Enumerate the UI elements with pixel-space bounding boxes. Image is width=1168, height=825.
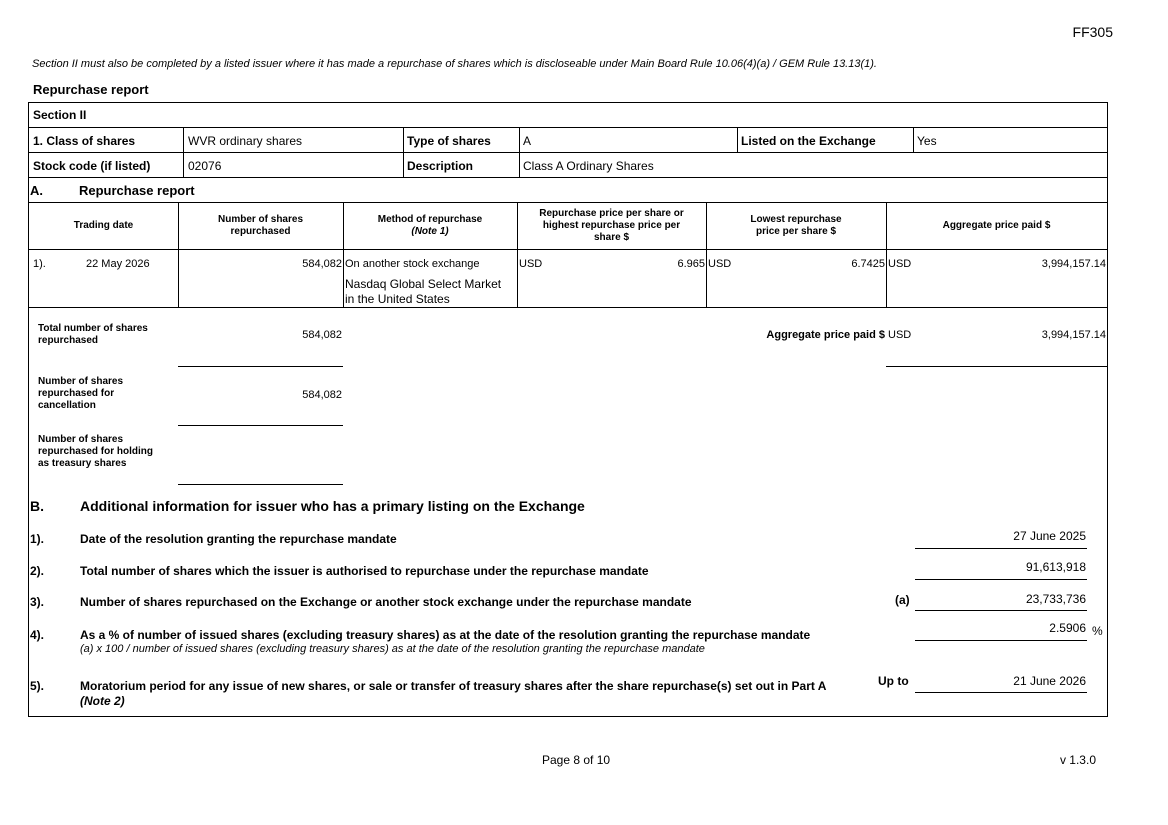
row-trading-date: 22 May 2026 <box>86 258 150 270</box>
cancellation-value: 584,082 <box>302 389 342 401</box>
form-code: FF305 <box>1072 24 1113 40</box>
total-shares-value: 584,082 <box>302 329 342 341</box>
report-title: Repurchase report <box>33 82 149 97</box>
item-1-value: 27 June 2025 <box>1013 529 1086 543</box>
stock-code-value: 02076 <box>188 159 222 173</box>
row-market-line-1: Nasdaq Global Select Market <box>345 277 502 291</box>
stock-code-label: Stock code (if listed) <box>33 159 151 173</box>
item-2-num: 2). <box>30 564 45 578</box>
type-of-shares-label: Type of shares <box>407 134 491 148</box>
cancellation-label: Number of shares repurchased for cancellation <box>38 376 124 411</box>
row-index: 1). <box>33 258 46 270</box>
page-number: Page 8 of 10 <box>542 753 611 767</box>
item-1-num: 1). <box>30 532 45 546</box>
part-a-title: Repurchase report <box>79 183 195 198</box>
agg-total-value: 3,994,157.14 <box>1041 329 1106 341</box>
item-4-label: As a % of number of issued shares (excluding treasury shares) as at the date of the resolution granting the repurchase mandate <box>80 628 811 642</box>
class-of-shares-value: WVR ordinary shares <box>188 134 303 148</box>
item-5-num: 5). <box>30 679 45 693</box>
col-aggregate-price: Aggregate price paid $ <box>942 220 1051 231</box>
type-of-shares-value: A <box>523 134 532 148</box>
treasury-label: Number of shares repurchased for holding as treasury shares <box>38 434 154 469</box>
part-b-letter: B. <box>30 498 44 514</box>
col-trading-date: Trading date <box>73 220 134 231</box>
listed-value: Yes <box>917 134 937 148</box>
report-form <box>28 102 1108 717</box>
col-method: Method of repurchase (Note 1) <box>377 214 483 237</box>
class-of-shares-label: 1. Class of shares <box>33 134 136 148</box>
row-lowest-currency: USD <box>708 258 732 270</box>
row-price-currency: USD <box>519 258 543 270</box>
item-5-tag: Up to <box>878 674 909 688</box>
row-price: 6.965 <box>677 258 705 270</box>
item-4-num: 4). <box>30 628 45 642</box>
total-shares-label: Total number of shares repurchased <box>38 323 148 346</box>
part-b-title: Additional information for issuer who has a primary listing on the Exchange <box>80 498 585 514</box>
item-2-value: 91,613,918 <box>1025 560 1086 574</box>
item-3-tag: (a) <box>895 593 910 607</box>
item-5-sub: (Note 2) <box>80 694 125 708</box>
item-2-label: Total number of shares which the issuer is authorised to repurchase under the repurchase mandate <box>80 564 649 578</box>
item-3-label: Number of shares repurchased on the Exchange or another stock exchange under the repurchase mandate <box>80 595 692 609</box>
row-agg-price: 3,994,157.14 <box>1041 258 1106 270</box>
row-method: On another stock exchange <box>345 258 480 270</box>
description-label: Description <box>407 159 474 173</box>
section-note: Section II must also be completed by a listed issuer where it has made a repurchase of shares which is discloseable under Main Board Rule 10.06(4)(a) / GEM Rule 13.13(1). <box>32 58 877 70</box>
item-4-value: 2.5906 <box>1049 621 1086 635</box>
col-lowest-price: Lowest repurchase price per share $ <box>750 214 842 237</box>
item-3-num: 3). <box>30 595 45 609</box>
part-a-letter: A. <box>30 183 43 198</box>
row-market-line-2: in the United States <box>345 292 450 306</box>
col-number-of-shares: Number of shares repurchased <box>217 214 304 237</box>
section-label: Section II <box>33 108 87 122</box>
version: v 1.3.0 <box>1059 753 1096 767</box>
agg-total-currency: USD <box>888 329 912 341</box>
col-repurchase-price: Repurchase price per share or highest repurchase price per share $ <box>539 208 684 243</box>
item-5-label: Moratorium period for any issue of new shares, or sale or transfer of treasury shares after the share repurchase(s) set out in Part A <box>80 679 827 693</box>
row-lowest-price: 6.7425 <box>851 258 885 270</box>
item-1-label: Date of the resolution granting the repurchase mandate <box>80 532 397 546</box>
row-shares: 584,082 <box>302 258 342 270</box>
listed-label: Listed on the Exchange <box>741 134 876 148</box>
description-value: Class A Ordinary Shares <box>523 159 654 173</box>
item-4-sub: (a) x 100 / number of issued shares (excluding treasury shares) as at the date of the resolution granting the repurchase mandate <box>80 643 705 655</box>
agg-total-label: Aggregate price paid $ <box>766 329 885 341</box>
item-4-unit: % <box>1092 624 1103 638</box>
item-5-value: 21 June 2026 <box>1013 674 1086 688</box>
item-3-value: 23,733,736 <box>1025 592 1086 606</box>
row-agg-currency: USD <box>888 258 912 270</box>
